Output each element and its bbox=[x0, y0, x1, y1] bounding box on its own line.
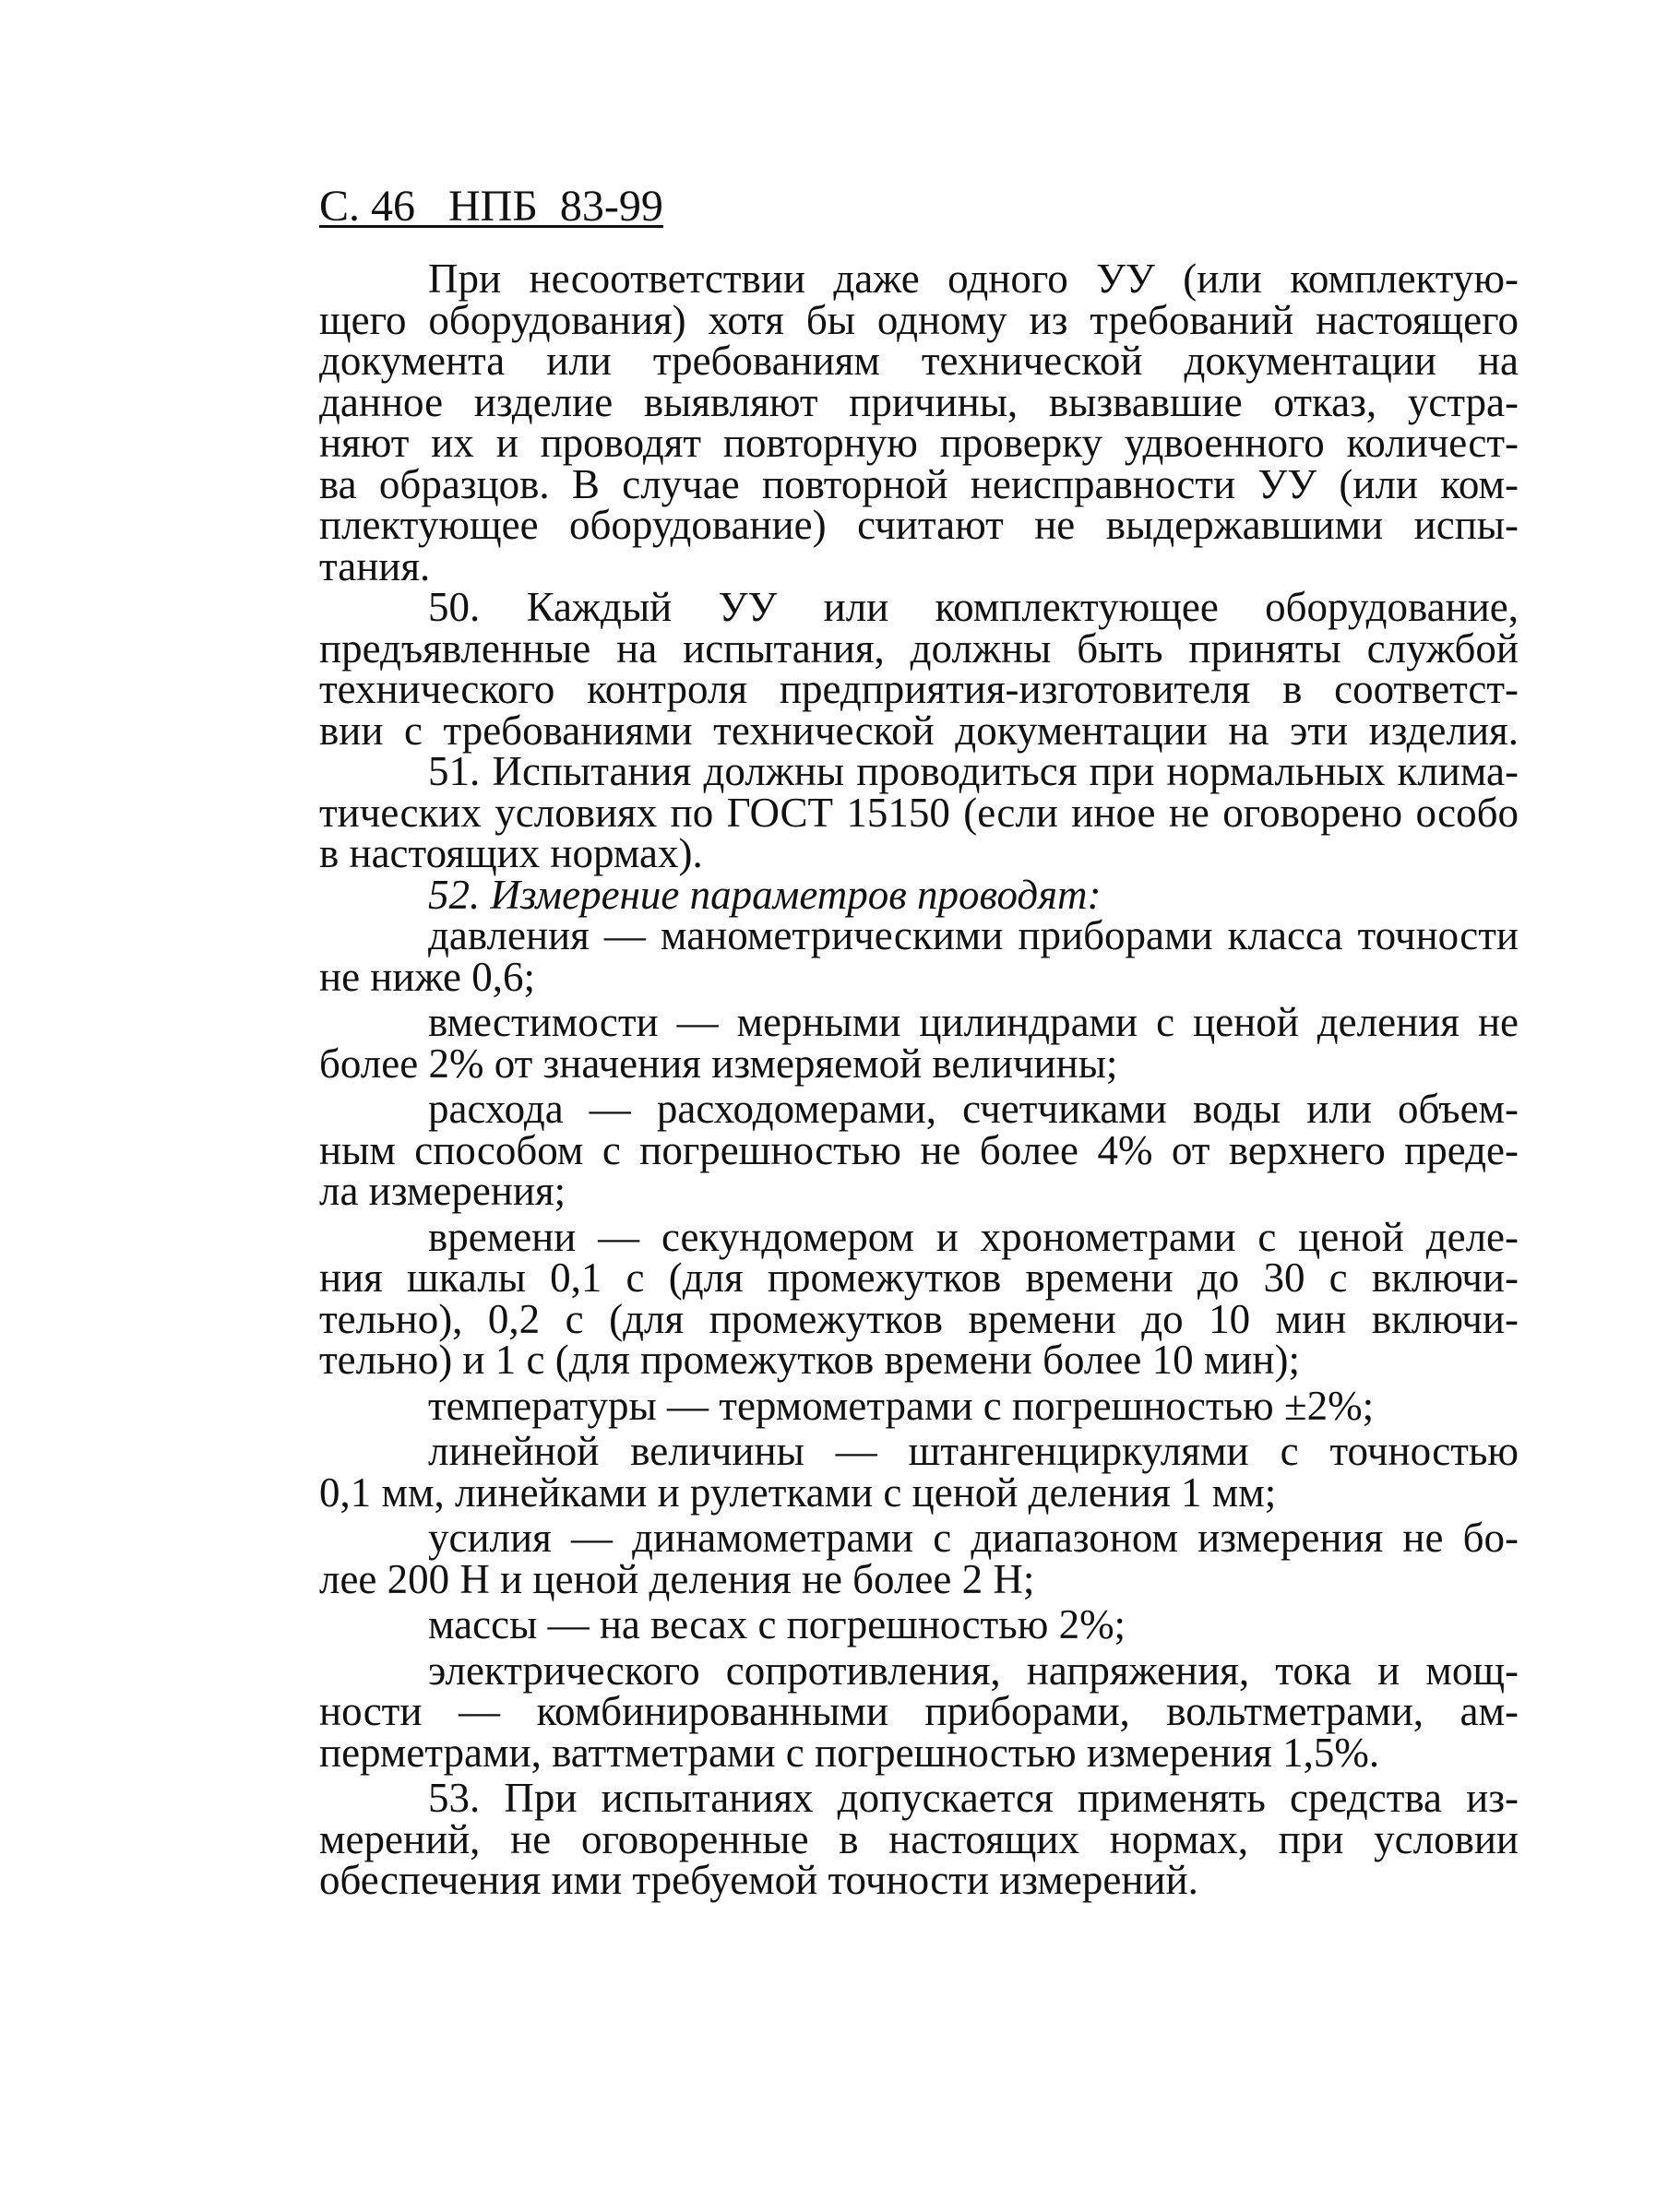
text-line: тельно) и 1 с (для промежутков времени более 10 мин); bbox=[319, 1337, 1300, 1383]
text-line: времени — секундомером и хронометрами с ценой деле- bbox=[428, 1213, 1519, 1260]
text-line: не ниже 0,6; bbox=[319, 953, 535, 1000]
text-line: ва образцов. В случае повторной неисправности УУ (или ком- bbox=[319, 460, 1519, 507]
text-line: 51. Испытания должны проводиться при нормальных клима- bbox=[428, 748, 1519, 794]
text-line: предъявленные на испытания, должны быть приняты службой bbox=[319, 624, 1519, 672]
text-line: 50. Каждый УУ или комплектующее оборудование, bbox=[428, 584, 1519, 630]
text-line: документа или требованиям технической документации на bbox=[319, 338, 1519, 384]
text-line: вии с требованиями технической документации на эти изделия. bbox=[319, 707, 1519, 754]
text-line: расхода — расходомерами, счетчиками воды или объем- bbox=[428, 1086, 1519, 1132]
text-line: линейной величины — штангенциркулями с точностью bbox=[428, 1428, 1519, 1474]
text-line: тических условиях по ГОСТ 15150 (если иное не оговорено особо bbox=[319, 789, 1519, 836]
text-line: 0,1 мм, линейками и рулетками с ценой деления 1 мм; bbox=[319, 1469, 1277, 1516]
text-line: тания. bbox=[319, 542, 431, 589]
text-line: массы — на весах с погрешностью 2%; bbox=[428, 1601, 1126, 1647]
text-line: обеспечения ими требуемой точности измерений. bbox=[319, 1857, 1198, 1903]
text-line: ным способом с погрешностью не более 4% от верхнего преде- bbox=[319, 1126, 1519, 1173]
page-header: С. 46 НПБ 83-99 bbox=[319, 182, 663, 231]
text-line: ла измерения; bbox=[319, 1168, 566, 1214]
text-line: няют их и проводят повторную проверку удвоенного количест- bbox=[319, 420, 1519, 466]
text-line: технического контроля предприятия-изготовителя в соответст- bbox=[319, 666, 1519, 712]
text-line: перметрами, ваттметрами с погрешностью измерения 1,5%. bbox=[319, 1729, 1380, 1776]
text-line: усилия — динамометрами с диапазоном измерения не бо- bbox=[428, 1515, 1519, 1561]
text-line: лее 200 Н и ценой деления не более 2 Н; bbox=[319, 1555, 1035, 1602]
text-line: При несоответствии даже одного УУ (или комплектую- bbox=[428, 256, 1519, 302]
text-line: тельно), 0,2 с (для промежутков времени до 10 мин включи- bbox=[319, 1295, 1519, 1342]
text-line: в настоящих нормах). bbox=[319, 830, 703, 876]
text-line: температуры — термометрами с погрешностью ±2%; bbox=[428, 1382, 1375, 1429]
document-body bbox=[319, 258, 1519, 1901]
text-line: 53. При испытаниях допускается применять средства из- bbox=[428, 1775, 1519, 1821]
text-line: ности — комбинированными приборами, вольтметрами, ам- bbox=[319, 1688, 1519, 1734]
section-heading: 52. Измерение параметров проводят: bbox=[428, 871, 1102, 918]
text-line: более 2% от значения измеряемой величины; bbox=[319, 1040, 1118, 1087]
text-line: мерений, не оговоренные в настоящих нормах, при условии bbox=[319, 1815, 1519, 1862]
text-line: данное изделие выявляют причины, вызвавшие отказ, устра- bbox=[319, 378, 1519, 425]
text-line: ния шкалы 0,1 с (для промежутков времени до 30 с включи- bbox=[319, 1255, 1519, 1301]
text-line: плектующее оборудование) считают не выдержавшими испы- bbox=[319, 502, 1519, 548]
text-line: щего оборудования) хотя бы одному из требований настоящего bbox=[319, 296, 1519, 343]
text-line: электрического сопротивления, напряжения, тока и мощ- bbox=[428, 1647, 1519, 1694]
text-line: вместимости — мерными цилиндрами с ценой деления не bbox=[428, 999, 1519, 1045]
text-line: давления — манометрическими приборами класса точности bbox=[428, 912, 1519, 958]
